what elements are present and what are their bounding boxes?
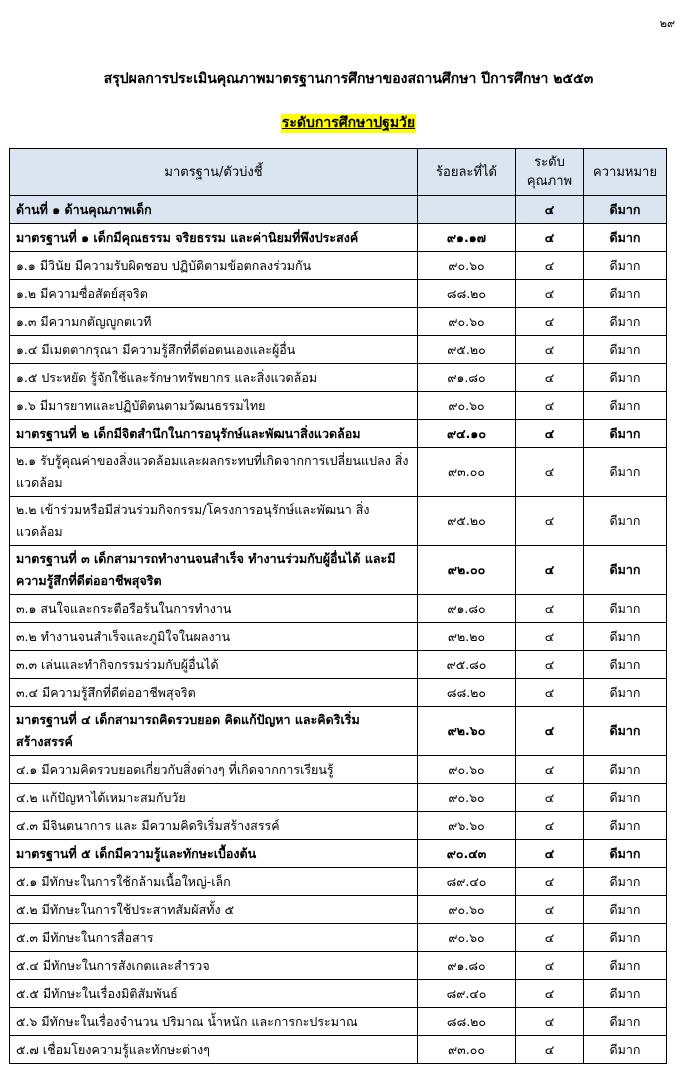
cell-meaning: ดีมาก <box>584 896 667 924</box>
cell-label: ๕.๗ เชื่อมโยงความรู้และทักษะต่างๆ <box>10 1036 418 1064</box>
cell-level: ๔ <box>516 546 584 595</box>
cell-level: ๔ <box>516 280 584 308</box>
cell-level: ๔ <box>516 784 584 812</box>
indicator-row <box>10 812 667 840</box>
cell-percent: ๘๘.๒๐ <box>418 1008 516 1036</box>
indicator-row <box>10 980 667 1008</box>
cell-label: ๕.๕ มีทักษะในเรื่องมิติสัมพันธ์ <box>10 980 418 1008</box>
table-header-row <box>10 149 667 196</box>
cell-level: ๔ <box>516 497 584 546</box>
cell-percent: ๙๓.๐๐ <box>418 1036 516 1064</box>
cell-percent: ๙๒.๐๐ <box>418 546 516 595</box>
cell-meaning: ดีมาก <box>584 364 667 392</box>
page-number: ๒๙ <box>659 17 675 30</box>
indicator-row <box>10 868 667 896</box>
cell-label: ๔.๑ มีความคิดรวบยอดเกี่ยวกับสิ่งต่างๆ ที่เกิดจากการเรียนรู้ <box>10 756 418 784</box>
cell-level: ๔ <box>516 336 584 364</box>
cell-percent: ๘๘.๒๐ <box>418 679 516 707</box>
cell-percent: ๙๑.๑๗ <box>418 224 516 252</box>
cell-percent: ๙๔.๑๐ <box>418 420 516 448</box>
cell-meaning: ดีมาก <box>584 497 667 546</box>
cell-percent: ๙๐.๖๐ <box>418 896 516 924</box>
cell-meaning: ดีมาก <box>584 224 667 252</box>
cell-meaning: ดีมาก <box>584 679 667 707</box>
cell-percent: ๙๐.๖๐ <box>418 784 516 812</box>
cell-label: มาตรฐานที่ ๒ เด็กมีจิตสำนึกในการอนุรักษ์และพัฒนาสิ่งแวดล้อม <box>10 420 418 448</box>
cell-level: ๔ <box>516 595 584 623</box>
cell-level: ๔ <box>516 707 584 756</box>
indicator-row <box>10 1036 667 1064</box>
cell-percent: ๙๐.๔๓ <box>418 840 516 868</box>
cell-meaning: ดีมาก <box>584 196 667 224</box>
cell-meaning: ดีมาก <box>584 336 667 364</box>
cell-label: ๑.๖ มีมารยาทและปฏิบัติตนตามวัฒนธรรมไทย <box>10 392 418 420</box>
cell-level: ๔ <box>516 812 584 840</box>
cell-level: ๔ <box>516 448 584 497</box>
cell-percent: ๙๑.๘๐ <box>418 364 516 392</box>
cell-label: ๑.๑ มีวินัย มีความรับผิดชอบ ปฏิบัติตามข้อตกลงร่วมกัน <box>10 252 418 280</box>
cell-level: ๔ <box>516 1008 584 1036</box>
cell-meaning: ดีมาก <box>584 1008 667 1036</box>
cell-level: ๔ <box>516 420 584 448</box>
cell-level: ๔ <box>516 952 584 980</box>
cell-percent: ๙๖.๖๐ <box>418 812 516 840</box>
header-percent: ร้อยละที่ได้ <box>418 149 516 196</box>
cell-label: ๑.๔ มีเมตตากรุณา มีความรู้สึกที่ดีต่อตนเองและผู้อื่น <box>10 336 418 364</box>
indicator-row <box>10 756 667 784</box>
header-standard: มาตรฐาน/ตัวบ่งชี้ <box>10 149 418 196</box>
standard-row <box>10 546 667 595</box>
cell-meaning: ดีมาก <box>584 252 667 280</box>
cell-level: ๔ <box>516 308 584 336</box>
indicator-row <box>10 1008 667 1036</box>
indicator-row <box>10 364 667 392</box>
cell-level: ๔ <box>516 651 584 679</box>
cell-meaning: ดีมาก <box>584 868 667 896</box>
indicator-row <box>10 448 667 497</box>
indicator-row <box>10 924 667 952</box>
cell-meaning: ดีมาก <box>584 840 667 868</box>
cell-percent: ๙๕.๒๐ <box>418 497 516 546</box>
indicator-row <box>10 952 667 980</box>
cell-level: ๔ <box>516 980 584 1008</box>
indicator-row <box>10 679 667 707</box>
assessment-table <box>9 148 667 1064</box>
cell-label: มาตรฐานที่ ๕ เด็กมีความรู้และทักษะเบื้องต้น <box>10 840 418 868</box>
cell-percent: ๙๒.๒๐ <box>418 623 516 651</box>
standard-row <box>10 420 667 448</box>
cell-percent: ๘๙.๔๐ <box>418 980 516 1008</box>
indicator-row <box>10 651 667 679</box>
cell-level: ๔ <box>516 868 584 896</box>
cell-meaning: ดีมาก <box>584 392 667 420</box>
cell-label: ๓.๓ เล่นและทำกิจกรรมร่วมกับผู้อื่นได้ <box>10 651 418 679</box>
cell-meaning: ดีมาก <box>584 952 667 980</box>
cell-label: ๔.๓ มีจินตนาการ และ มีความคิดริเริ่มสร้างสรรค์ <box>10 812 418 840</box>
cell-percent: ๙๐.๖๐ <box>418 756 516 784</box>
cell-meaning: ดีมาก <box>584 784 667 812</box>
cell-label: มาตรฐานที่ ๔ เด็กสามารถคิดรวบยอด คิดแก้ปัญหา และคิดริเริ่ม สร้างสรรค์ <box>10 707 418 756</box>
cell-label: ๒.๒ เข้าร่วมหรือมีส่วนร่วมกิจกรรม/โครงการอนุรักษ์และพัฒนา สิ่งแวดล้อม <box>10 497 418 546</box>
cell-meaning: ดีมาก <box>584 756 667 784</box>
cell-label: ๓.๑ สนใจและกระตือรือร้นในการทำงาน <box>10 595 418 623</box>
cell-label: มาตรฐานที่ ๓ เด็กสามารถทำงานจนสำเร็จ ทำงานร่วมกับผู้อื่นได้ และมีความรู้สึกที่ดีต่ออาชีพสุจริต <box>10 546 418 595</box>
cell-level: ๔ <box>516 364 584 392</box>
cell-percent: ๙๐.๖๐ <box>418 252 516 280</box>
cell-meaning: ดีมาก <box>584 280 667 308</box>
header-meaning: ความหมาย <box>584 149 667 196</box>
cell-label: ๕.๔ มีทักษะในการสังเกตและสำรวจ <box>10 952 418 980</box>
cell-label: ๑.๒ มีความซื่อสัตย์สุจริต <box>10 280 418 308</box>
cell-label: ๑.๓ มีความกตัญญูกตเวที <box>10 308 418 336</box>
indicator-row <box>10 392 667 420</box>
cell-level: ๔ <box>516 252 584 280</box>
indicator-row <box>10 623 667 651</box>
cell-meaning: ดีมาก <box>584 420 667 448</box>
standard-row <box>10 224 667 252</box>
cell-percent: ๙๐.๖๐ <box>418 924 516 952</box>
cell-level: ๔ <box>516 224 584 252</box>
cell-percent: ๘๙.๔๐ <box>418 868 516 896</box>
cell-level: ๔ <box>516 756 584 784</box>
cell-meaning: ดีมาก <box>584 980 667 1008</box>
group-row <box>10 196 667 224</box>
cell-meaning: ดีมาก <box>584 595 667 623</box>
cell-meaning: ดีมาก <box>584 812 667 840</box>
cell-percent: ๙๕.๘๐ <box>418 651 516 679</box>
cell-label: ๔.๒ แก้ปัญหาได้เหมาะสมกับวัย <box>10 784 418 812</box>
cell-level: ๔ <box>516 896 584 924</box>
indicator-row <box>10 336 667 364</box>
indicator-row <box>10 280 667 308</box>
indicator-row <box>10 896 667 924</box>
cell-level: ๔ <box>516 1036 584 1064</box>
cell-label: ๒.๑ รับรู้คุณค่าของสิ่งแวดล้อมและผลกระทบที่เกิดจากการเปลี่ยนแปลง สิ่งแวดล้อม <box>10 448 418 497</box>
cell-label: ๓.๔ มีความรู้สึกที่ดีต่ออาชีพสุจริต <box>10 679 418 707</box>
cell-label: มาตรฐานที่ ๑ เด็กมีคุณธรรม จริยธรรม และค่านิยมที่พึงประสงค์ <box>10 224 418 252</box>
cell-level: ๔ <box>516 623 584 651</box>
cell-label: ๕.๓ มีทักษะในการสื่อสาร <box>10 924 418 952</box>
cell-percent: ๙๐.๖๐ <box>418 308 516 336</box>
cell-level: ๔ <box>516 679 584 707</box>
page-title: สรุปผลการประเมินคุณภาพมาตรฐานการศึกษาของสถานศึกษา ปีการศึกษา ๒๕๕๓ <box>103 71 594 87</box>
standard-row <box>10 707 667 756</box>
cell-level: ๔ <box>516 840 584 868</box>
cell-label: ๑.๕ ประหยัด รู้จักใช้และรักษาทรัพยากร และสิ่งแวดล้อม <box>10 364 418 392</box>
indicator-row <box>10 497 667 546</box>
cell-percent: ๙๑.๘๐ <box>418 952 516 980</box>
cell-percent: ๙๑.๘๐ <box>418 595 516 623</box>
cell-meaning: ดีมาก <box>584 707 667 756</box>
cell-label: ด้านที่ ๑ ด้านคุณภาพเด็ก <box>10 196 418 224</box>
header-level: ระดับ คุณภาพ <box>516 149 584 196</box>
cell-meaning: ดีมาก <box>584 448 667 497</box>
cell-level: ๔ <box>516 392 584 420</box>
cell-label: ๕.๖ มีทักษะในเรื่องจำนวน ปริมาณ น้ำหนัก และการกะประมาณ <box>10 1008 418 1036</box>
cell-percent <box>418 196 516 224</box>
cell-meaning: ดีมาก <box>584 308 667 336</box>
cell-label: ๕.๒ มีทักษะในการใช้ประสาทสัมผัสทั้ง ๕ <box>10 896 418 924</box>
indicator-row <box>10 595 667 623</box>
cell-percent: ๘๘.๒๐ <box>418 280 516 308</box>
subtitle-wrapper <box>0 112 697 133</box>
cell-level: ๔ <box>516 924 584 952</box>
indicator-row <box>10 784 667 812</box>
cell-meaning: ดีมาก <box>584 651 667 679</box>
cell-label: ๕.๑ มีทักษะในการใช้กล้ามเนื้อใหญ่-เล็ก <box>10 868 418 896</box>
cell-meaning: ดีมาก <box>584 1036 667 1064</box>
cell-percent: ๙๓.๐๐ <box>418 448 516 497</box>
cell-percent: ๙๕.๒๐ <box>418 336 516 364</box>
table-body <box>10 196 667 1064</box>
indicator-row <box>10 308 667 336</box>
page-subtitle: ระดับการศึกษาปฐมวัย <box>281 115 416 131</box>
cell-level: ๔ <box>516 196 584 224</box>
cell-percent: ๙๒.๖๐ <box>418 707 516 756</box>
indicator-row <box>10 252 667 280</box>
cell-label: ๓.๒ ทำงานจนสำเร็จและภูมิใจในผลงาน <box>10 623 418 651</box>
cell-meaning: ดีมาก <box>584 623 667 651</box>
standard-row <box>10 840 667 868</box>
cell-meaning: ดีมาก <box>584 924 667 952</box>
cell-percent: ๙๐.๖๐ <box>418 392 516 420</box>
cell-meaning: ดีมาก <box>584 546 667 595</box>
